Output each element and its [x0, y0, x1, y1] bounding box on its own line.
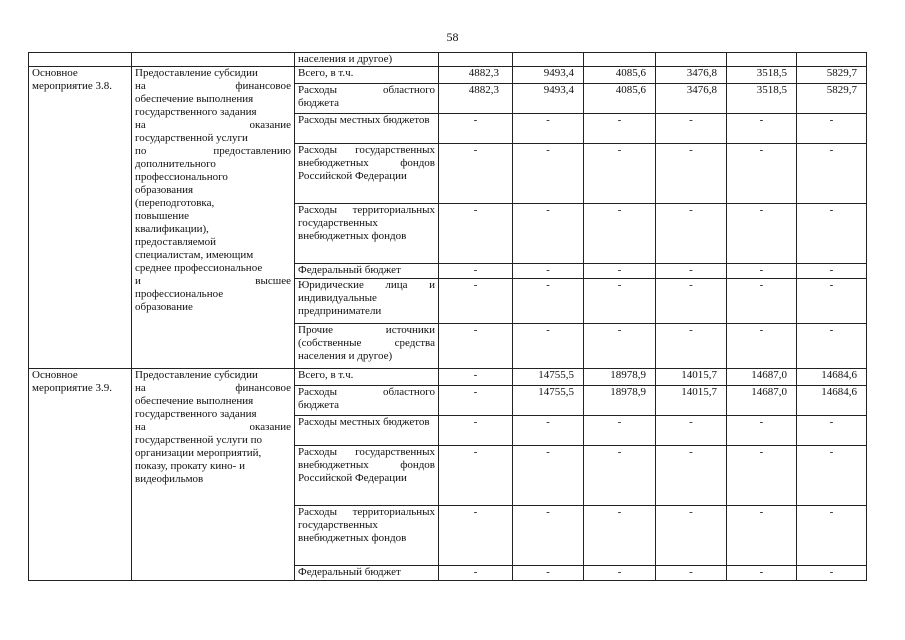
value-cell [513, 506, 584, 566]
value-cell [797, 566, 867, 581]
value-cell [439, 114, 513, 144]
table-body [29, 53, 867, 581]
description-cell [132, 53, 295, 67]
value-text: - [829, 279, 834, 291]
value-cell [727, 84, 797, 114]
value-text: - [546, 416, 550, 428]
value-cell [439, 84, 513, 114]
value-text: - [759, 324, 764, 336]
value-text: - [617, 566, 622, 578]
value-cell [439, 566, 513, 581]
budget-table [28, 52, 867, 581]
funding-source-cell: Федеральный бюджет [295, 264, 439, 279]
value-cell [797, 446, 867, 506]
table-row [29, 369, 867, 386]
value-text: - [546, 446, 550, 458]
value-text: 4882,3 [468, 84, 499, 96]
funding-source-cell: Расходы государственных внебюджетных фондов Российской Федерации [295, 144, 439, 204]
value-cell [656, 67, 727, 84]
value-text: - [689, 416, 693, 428]
value-text: - [473, 264, 478, 276]
value-cell [727, 67, 797, 84]
value-cell [513, 566, 584, 581]
value-text: 3518,5 [756, 84, 787, 96]
value-cell [656, 446, 727, 506]
value-text: 3518,5 [756, 67, 787, 79]
value-text: - [546, 114, 550, 126]
funding-source-cell: Расходы областного бюджета [295, 386, 439, 416]
funding-source-cell: Прочие источники (собственные средства населения и другое) [295, 324, 439, 369]
value-cell [727, 53, 797, 67]
value-cell [656, 566, 727, 581]
value-text: 4882,3 [468, 67, 499, 79]
value-cell [727, 204, 797, 264]
funding-source-cell: Расходы местных бюджетов [295, 114, 439, 144]
value-cell [513, 144, 584, 204]
value-cell [439, 416, 513, 446]
value-cell [513, 84, 584, 114]
value-text: - [546, 279, 550, 291]
value-text: - [759, 144, 764, 156]
activity-description-line [135, 275, 291, 288]
value-cell [656, 506, 727, 566]
value-text: 18978,9 [610, 386, 646, 398]
value-text: 14684,6 [821, 369, 857, 381]
activity-description-line: образования [135, 184, 194, 196]
value-cell [727, 506, 797, 566]
value-text: - [473, 144, 478, 156]
value-text: - [829, 506, 834, 518]
activity-name-line: мероприятие 3.9. [32, 382, 113, 394]
value-cell [513, 386, 584, 416]
value-text: - [473, 416, 478, 428]
value-cell [584, 279, 656, 324]
value-text: - [546, 324, 550, 336]
word: финансовое [235, 80, 291, 92]
activity-description-line: Предоставление субсидии [135, 369, 258, 381]
activity-description-line: среднее профессиональное [135, 262, 263, 274]
value-text: 3476,8 [686, 67, 717, 79]
value-cell [797, 144, 867, 204]
value-cell [797, 416, 867, 446]
activity-description-line: профессионального [135, 171, 228, 183]
value-text: - [759, 446, 764, 458]
value-cell [727, 386, 797, 416]
value-cell [439, 369, 513, 386]
value-text: - [829, 324, 834, 336]
value-text: - [829, 144, 834, 156]
value-text: - [473, 506, 478, 518]
value-text: 14684,6 [821, 386, 857, 398]
value-cell [584, 369, 656, 386]
value-text: - [759, 566, 764, 578]
value-cell [584, 114, 656, 144]
value-text: - [829, 264, 834, 276]
value-text: - [829, 114, 834, 126]
value-text: - [689, 324, 693, 336]
value-text: 5829,7 [826, 67, 857, 79]
value-cell [727, 446, 797, 506]
value-text: - [759, 279, 764, 291]
activity-description-line: предоставляемой [135, 236, 217, 248]
value-text: - [617, 506, 622, 518]
value-text: - [689, 114, 693, 126]
value-cell [584, 386, 656, 416]
funding-source-cell: Расходы территориальных государственных внебюджетных фондов [295, 204, 439, 264]
value-text: - [473, 204, 478, 216]
activity-description-line: профессиональное [135, 288, 224, 300]
activity-description-line: повышение [135, 210, 189, 222]
value-cell [584, 506, 656, 566]
value-cell [584, 416, 656, 446]
value-text: 9493,4 [543, 67, 574, 79]
value-cell [513, 369, 584, 386]
activity-description-line [135, 119, 291, 132]
value-cell [584, 204, 656, 264]
value-text: - [617, 416, 622, 428]
value-cell [584, 144, 656, 204]
value-text: - [759, 114, 764, 126]
word: на [135, 382, 146, 394]
value-text: - [689, 506, 693, 518]
value-cell [656, 279, 727, 324]
value-text: 14687,0 [751, 386, 787, 398]
funding-source-cell: Расходы государственных внебюджетных фондов Российской Федерации [295, 446, 439, 506]
value-cell [656, 386, 727, 416]
value-cell [584, 446, 656, 506]
activity-description-line: Предоставление субсидии [135, 67, 258, 79]
value-text: - [689, 204, 693, 216]
value-text: - [759, 416, 764, 428]
activity-description-line: организации мероприятий, [135, 447, 262, 459]
value-text: - [546, 566, 550, 578]
value-cell [797, 204, 867, 264]
value-text: - [546, 144, 550, 156]
word: высшее [255, 275, 291, 287]
activity-description-line: видеофильмов [135, 473, 204, 485]
value-cell [584, 264, 656, 279]
value-cell [797, 369, 867, 386]
value-cell [439, 386, 513, 416]
value-cell [439, 506, 513, 566]
value-text: - [617, 114, 622, 126]
value-cell [584, 566, 656, 581]
activity-description-cell [132, 67, 295, 369]
funding-source-cell: Всего, в т.ч. [295, 369, 439, 386]
value-text: - [617, 279, 622, 291]
value-cell [584, 84, 656, 114]
activity-description-line: дополнительного [135, 158, 216, 170]
value-text: - [546, 506, 550, 518]
value-cell [797, 114, 867, 144]
activity-name-cell [29, 67, 132, 369]
activity-name-cell [29, 369, 132, 581]
word: оказание [249, 119, 291, 131]
value-text: 3476,8 [686, 84, 717, 96]
value-text: - [473, 369, 478, 381]
value-cell [797, 53, 867, 67]
word: оказание [249, 421, 291, 433]
table-row [29, 67, 867, 84]
value-text: - [546, 264, 550, 276]
activity-description-line: государственной услуги [135, 132, 248, 144]
value-cell [656, 144, 727, 204]
page-number: 58 [446, 30, 459, 44]
value-cell [656, 264, 727, 279]
word: на [135, 421, 146, 433]
value-cell [797, 386, 867, 416]
value-cell [656, 324, 727, 369]
activity-description-line: квалификации), [135, 223, 209, 235]
activity-description-line [135, 145, 291, 158]
value-cell [513, 204, 584, 264]
activity-description-line [135, 382, 291, 395]
activity-description-line: государственной услуги по [135, 434, 263, 446]
value-cell [439, 279, 513, 324]
value-cell [797, 324, 867, 369]
value-text: - [617, 144, 622, 156]
value-text: - [829, 204, 834, 216]
value-text: 9493,4 [543, 84, 574, 96]
activity-description-cell [132, 369, 295, 581]
value-text: - [829, 416, 834, 428]
word: по [135, 145, 147, 157]
word: на [135, 80, 146, 92]
value-text: - [829, 446, 834, 458]
value-cell [513, 114, 584, 144]
value-cell [727, 114, 797, 144]
word: финансовое [235, 382, 291, 394]
value-text: - [759, 506, 764, 518]
activity-name-line: Основное [32, 369, 78, 381]
value-text: 14015,7 [681, 386, 717, 398]
value-cell [656, 204, 727, 264]
value-text: - [473, 386, 478, 398]
value-text: - [689, 279, 693, 291]
value-text: - [473, 324, 478, 336]
activity-description-line: (переподготовка, [135, 197, 215, 209]
value-cell [513, 264, 584, 279]
value-text: 14015,7 [681, 369, 717, 381]
value-text: - [759, 264, 764, 276]
funding-source-cell: Всего, в т.ч. [295, 67, 439, 84]
value-text: - [473, 566, 478, 578]
value-text: 18978,9 [610, 369, 646, 381]
value-text: - [689, 446, 693, 458]
value-text: - [473, 279, 478, 291]
funding-source-cell: Федеральный бюджет [295, 566, 439, 581]
value-cell [513, 446, 584, 506]
table-row [29, 53, 867, 67]
value-text: - [689, 144, 693, 156]
value-text: - [617, 446, 622, 458]
value-text: - [689, 264, 693, 276]
value-cell [584, 67, 656, 84]
value-cell [513, 67, 584, 84]
value-cell [727, 324, 797, 369]
value-text: - [759, 204, 764, 216]
value-cell [656, 84, 727, 114]
activity-name-line: мероприятие 3.8. [32, 80, 113, 92]
value-cell [656, 369, 727, 386]
value-text: 14755,5 [538, 369, 574, 381]
activity-description-line: обеспечение выполнения [135, 93, 254, 105]
funding-source-cell: Расходы территориальных государственных внебюджетных фондов [295, 506, 439, 566]
value-cell [727, 369, 797, 386]
value-cell [797, 264, 867, 279]
value-cell [797, 279, 867, 324]
value-cell [727, 144, 797, 204]
value-cell [439, 144, 513, 204]
value-cell [797, 84, 867, 114]
value-cell [727, 566, 797, 581]
value-cell [513, 279, 584, 324]
value-text: - [617, 264, 622, 276]
activity-description-line: специалистам, имеющим [135, 249, 254, 261]
value-text: 14755,5 [538, 386, 574, 398]
value-cell [584, 324, 656, 369]
value-cell [513, 416, 584, 446]
value-text: - [617, 324, 622, 336]
value-text: - [617, 204, 622, 216]
value-cell [439, 204, 513, 264]
value-cell [727, 264, 797, 279]
activity-description-line: образование [135, 301, 193, 313]
value-cell [727, 279, 797, 324]
source-cell: населения и другое) [295, 53, 439, 67]
value-cell [656, 416, 727, 446]
value-cell [439, 53, 513, 67]
funding-source-cell: Расходы областного бюджета [295, 84, 439, 114]
value-text: - [829, 566, 834, 578]
value-cell [656, 114, 727, 144]
activity-description-line: государственного задания [135, 106, 257, 118]
funding-source-cell: Юридические лица и индивидуальные предприниматели [295, 279, 439, 324]
value-cell [727, 416, 797, 446]
word: предоставлению [213, 145, 291, 157]
value-text: 4085,6 [615, 84, 646, 96]
activity-description-line [135, 80, 291, 93]
value-cell [584, 53, 656, 67]
value-cell [656, 53, 727, 67]
value-cell [439, 446, 513, 506]
name-cell [29, 53, 132, 67]
activity-description-line: показу, прокату кино- и [135, 460, 245, 472]
value-text: - [546, 204, 550, 216]
word: на [135, 119, 146, 131]
value-text: 4085,6 [615, 67, 646, 79]
value-cell [797, 506, 867, 566]
value-cell [513, 53, 584, 67]
funding-source-cell: Расходы местных бюджетов [295, 416, 439, 446]
value-text: - [473, 446, 478, 458]
activity-description-line: обеспечение выполнения [135, 395, 254, 407]
value-text: - [689, 566, 693, 578]
activity-description-line [135, 421, 291, 434]
activity-name-line: Основное [32, 67, 78, 79]
value-text: 5829,7 [826, 84, 857, 96]
word: и [135, 275, 141, 287]
value-cell [439, 67, 513, 84]
value-cell [513, 324, 584, 369]
value-cell [439, 264, 513, 279]
activity-description-line: государственного задания [135, 408, 257, 420]
value-text: - [473, 114, 478, 126]
value-cell [797, 67, 867, 84]
value-cell [439, 324, 513, 369]
value-text: 14687,0 [751, 369, 787, 381]
